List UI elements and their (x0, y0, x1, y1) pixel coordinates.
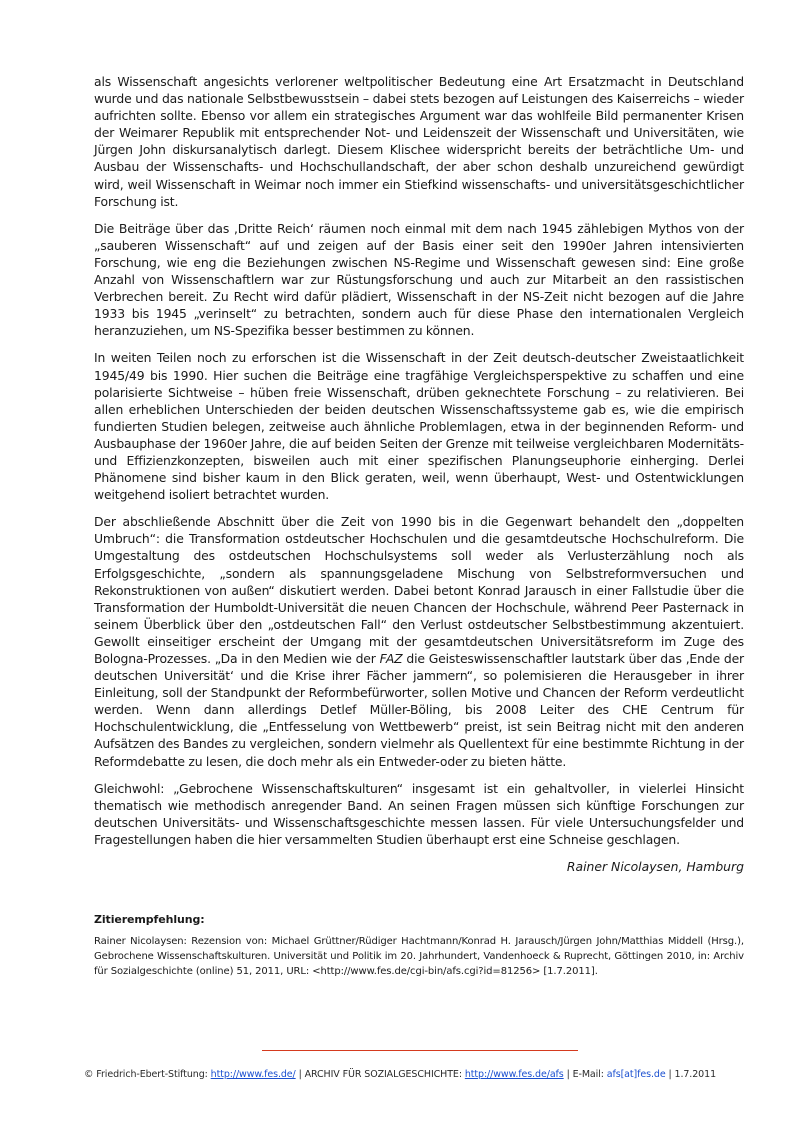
paragraph-two-states: In weiten Teilen noch zu erforschen ist die Wissenschaft in der Zeit deutsch-deutscher Zweistaatlichkeit 1945/49 bis 1990. Hier suchen die Beiträge eine tragfähige Vergleichsperspektive zu schaffen und eine polarisierte Sichtweise – hüben freie Wissenschaft, drüben geknechtete Forschung – zu relativieren. Bei allen erheblichen Unterschieden der beiden deutschen Wissenschaftssysteme gab es, wie die empirisch fundierten Studien belegen, zeitweise auch ähnliche Problemlagen, etwa in der beginnenden Reform- und Ausbauphase der 1960er Jahre, die auf beiden Seiten der Grenze mit teilweise vergleichbaren Modernitäts- und Effizienzkonzepten, bisweilen auch mit einer spezifischen Planungseuphorie einherging. Derlei Phänomene sind bisher kaum in den Blick geraten, weil, wenn überhaupt, West- und Ostentwicklungen weitgehend isoliert betrachtet wurden. (94, 350, 744, 503)
footer-email-label: | E-Mail: (563, 1069, 607, 1080)
paragraph-since-1990-part2: die Geisteswissenschaftler lautstark über das ‚Ende der deutschen Universität‘ und die Krise ihrer Fächer jammern“, so polemisieren die Herausgeber in ihrer Einleitung, soll der Standpunkt der Reformbefürworter, sollen Motive und Chancen der Reform verdeutlicht werden. Wenn dann allerdings Detlef Müller-Böling, bis 2008 Leiter des CHE Centrum für Hochschulentwicklung, die „Entfesselung von Wettbewerb“ preist, ist sein Beitrag nicht mit den anderen Aufsätzen des Bandes zu vergleichen, sondern vielmehr als Quellentext für eine bestimmte Richtung in der Reformdebatte zu lesen, die doch mehr als ein Entweder-oder zu bieten hätte. (94, 651, 744, 769)
email-link[interactable]: afs[at]fes.de (606, 1069, 666, 1080)
footer-prefix: © Friedrich-Ebert-Stiftung: (83, 1069, 211, 1080)
paragraph-third-reich: Die Beiträge über das ‚Dritte Reich‘ räumen noch einmal mit dem nach 1945 zählebigen Mythos von der „sauberen Wissenschaft“ auf und zeigen auf der Basis einer seit den 1990er Jahren intensivierten Forschung, wie eng die Beziehungen zwischen NS-Regime und Wissenschaft gewesen sind: Eine große Anzahl von Wissenschaftlern war zur Rüstungsforschung und auch zur Mitarbeit an den rassistischen Verbrechen bereit. Zu Recht wird dafür plädiert, Wissenschaft in der NS-Zeit nicht bezogen auf die Jahre 1933 bis 1945 „verinselt“ zu betrachten, sondern auch für diese Phase den internationalen Vergleich heranzuziehen, um NS-Spezifika besser bestimmen zu können. (94, 220, 744, 339)
paragraph-since-1990-part1: Der abschließende Abschnitt über die Zeit von 1990 bis in die Gegenwart behandelt den „doppelten Umbruch“: die Transformation ostdeutscher Hochschulen und die gesamtdeutsche Hochschulreform. Die Umgestaltung des ostdeutschen Hochschulsystems soll weder als Verlusterzählung noch als Erfolgsgeschichte, „sondern als spannungsgeladene Mischung von Selbstreformversuchen und Rekonstruktionen von außen“ diskutiert werden. Dabei betont Konrad Jarausch in einer Fallstudie über die Transformation der Humboldt-Universität die neuen Chancen der Hochschule, während Peer Pasternack in seinem Überblick über den „ostdeutschen Fall“ den Verlust ostdeutscher Selbstbestimmung akzentuiert. Gewollt einseitiger erscheint der Umgang mit der gesamtdeutschen Universitätsreform im Zuge des Bologna-Prozesses. „Da in den Medien wie der (94, 514, 744, 666)
footer-date: | 1.7.2011 (665, 1069, 717, 1080)
footer-archive-label: | ARCHIV FÜR SOZIALGESCHICHTE: (295, 1069, 465, 1080)
afs-link[interactable]: http://www.fes.de/afs (464, 1069, 564, 1080)
paragraph-weimar: als Wissenschaft angesichts verlorener weltpolitischer Bedeutung eine Art Ersatzmacht in Deutschland wurde und das nationale Selbstbewusstsein – dabei stets bezogen auf Leistungen des Kaiserreichs – wieder aufrichten sollte. Ebenso vor allem ein strategisches Argument war das wohlfeile Bild permanenter Krisen der Weimarer Republik mit entsprechender Not- und Leidenszeit der Wissenschaft und Universitäten, wie Jürgen John diskursanalytisch darlegt. Diesem Klischee widerspricht bereits der beträchtliche Um- und Ausbau der Wissenschafts- und Hochschullandschaft, der aber schon deshalb unzureichend gewürdigt wird, weil Wissenschaft in Weimar noch immer ein Stiefkind wissenschafts- und universitätsgeschichtlicher Forschung ist. (94, 74, 744, 209)
paragraph-since-1990 (94, 513, 744, 769)
review-text (94, 73, 744, 979)
faz-italic: FAZ (379, 651, 403, 666)
author-signature: Rainer Nicolaysen, Hamburg (566, 859, 744, 875)
footer-divider (262, 1050, 578, 1051)
citation-heading: Zitierempfehlung: (94, 913, 205, 927)
page-footer (0, 1069, 800, 1080)
paragraph-conclusion: Gleichwohl: „Gebrochene Wissenschaftskulturen“ insgesamt ist ein gehaltvoller, in vielerlei Hinsicht thematisch wie methodisch anregender Band. An seinen Fragen müssen sich künftige Forschungen zur deutschen Universitäts- und Wissenschaftsgeschichte messen lassen. Für viele Untersuchungsfelder und Fragestellungen haben die hier versammelten Studien überhaupt erst eine Schneise geschlagen. (94, 780, 744, 847)
citation-text: Rainer Nicolaysen: Rezension von: Michael Grüttner/Rüdiger Hachtmann/Konrad H. Jarausch/Jürgen John/Matthias Middell (Hrsg.), Gebrochene Wissenschaftskulturen. Universität und Politik im 20. Jahrhundert, Vandenhoeck & Ruprecht, Göttingen 2010, in: Archiv für Sozialgeschichte (online) 51, 2011, URL: <http://www.fes.de/cgi-bin/afs.cgi?id=81256> [1.7.2011]. (94, 936, 744, 978)
fes-link[interactable]: http://www.fes.de/ (210, 1069, 296, 1080)
